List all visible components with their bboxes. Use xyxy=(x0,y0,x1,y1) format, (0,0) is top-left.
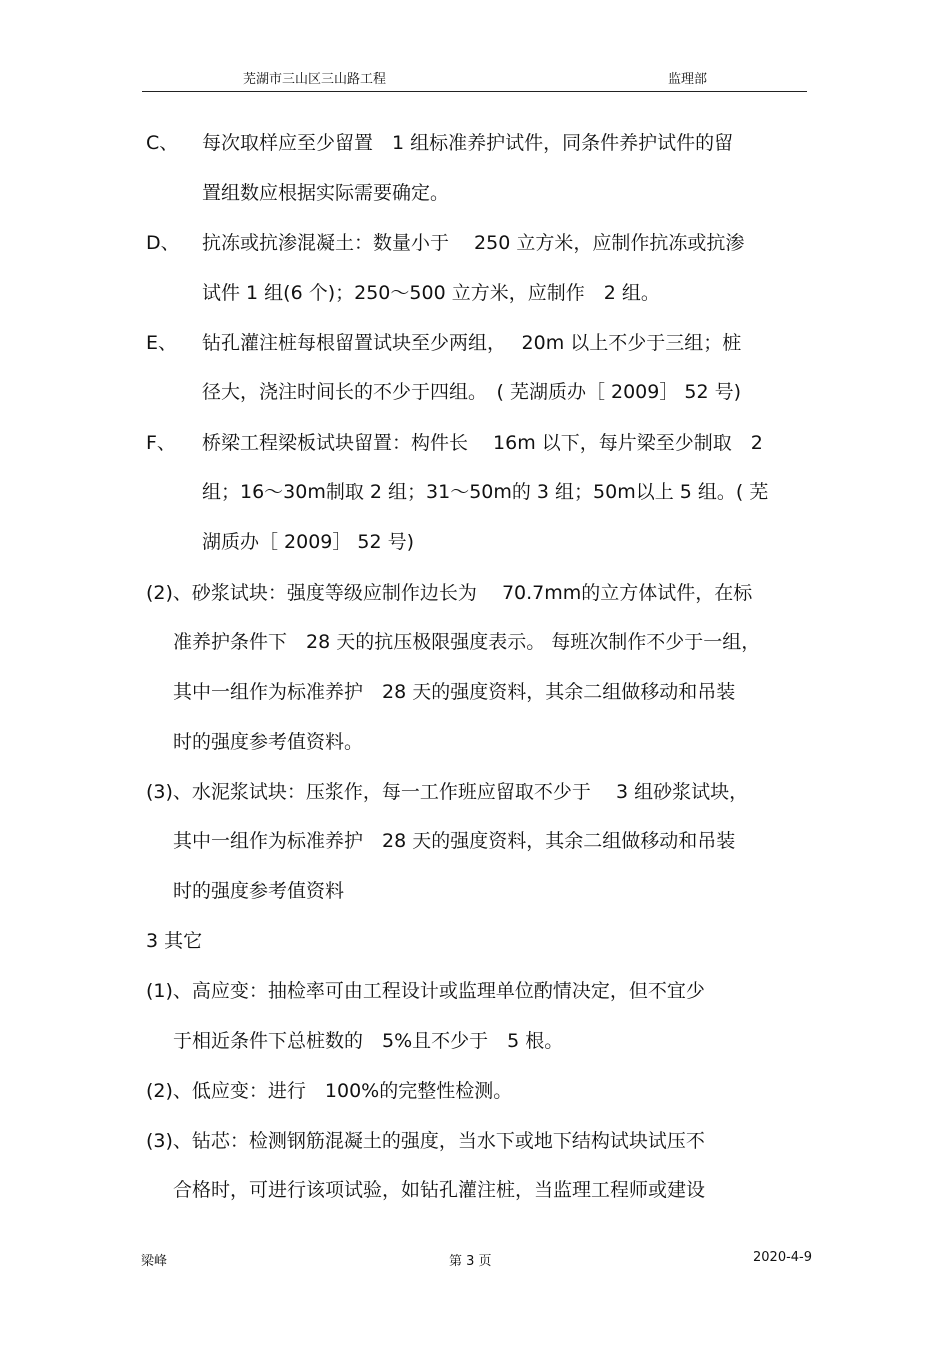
footer-date: 2020-4-9 xyxy=(753,1250,813,1265)
other-3-line-1: (3)、钻芯：检测钢筋混凝土的强度，当水下或地下结构试块试压不 xyxy=(146,1130,705,1152)
other-1-line-2: 于相近条件下总桩数的 5%且不少于 5 根。 xyxy=(173,1030,564,1052)
other-2-line-1: (2)、低应变：进行 100%的完整性检测。 xyxy=(146,1080,513,1102)
item-c-marker: C、 xyxy=(146,132,179,154)
item-f-line-3: 湖质办［ 2009］ 52 号) xyxy=(202,531,415,553)
item-d-line-2: 试件 1 组(6 个)；250～500 立方米，应制作 2 组。 xyxy=(202,282,660,304)
para-2-line-4: 时的强度参考值资料。 xyxy=(173,731,364,753)
item-e-line-1: 钻孔灌注桩每根留置试块至少两组， 20m 以上不少于三组；桩 xyxy=(202,332,742,354)
footer-page-number: 第 3 页 xyxy=(449,1254,492,1269)
item-f-line-2: 组；16～30m制取 2 组；31～50m的 3 组；50m以上 5 组。( 芜 xyxy=(202,481,769,503)
para-2-line-3: 其中一组作为标准养护 28 天的强度资料，其余二组做移动和吊装 xyxy=(173,681,736,703)
item-e-marker: E、 xyxy=(146,332,178,354)
para-3-line-2: 其中一组作为标准养护 28 天的强度资料，其余二组做移动和吊装 xyxy=(173,830,736,852)
header-right: 监理部 xyxy=(668,72,708,87)
header-rule xyxy=(142,91,807,92)
item-d-line-1: 抗冻或抗渗混凝土：数量小于 250 立方米，应制作抗冻或抗渗 xyxy=(202,232,745,254)
other-3-line-2: 合格时，可进行该项试验，如钻孔灌注桩，当监理工程师或建设 xyxy=(173,1179,706,1201)
para-3-line-3: 时的强度参考值资料 xyxy=(173,880,345,902)
header-left: 芜湖市三山区三山路工程 xyxy=(243,72,387,87)
item-c-line-2: 置组数应根据实际需要确定。 xyxy=(202,182,450,204)
item-d-marker: D、 xyxy=(146,232,180,254)
footer-author: 梁峰 xyxy=(141,1254,168,1269)
para-2-line-1: (2)、砂浆试块：强度等级应制作边长为 70.7mm的立方体试件，在标 xyxy=(146,582,753,604)
item-c-line-1: 每次取样应至少留置 1 组标准养护试件，同条件养护试件的留 xyxy=(202,132,734,154)
item-f-line-1: 桥梁工程梁板试块留置：构件长 16m 以下，每片梁至少制取 2 xyxy=(202,432,763,454)
item-f-marker: F、 xyxy=(146,432,176,454)
other-1-line-1: (1)、高应变：抽检率可由工程设计或监理单位酌情决定，但不宜少 xyxy=(146,980,705,1002)
para-2-line-2: 准养护条件下 28 天的抗压极限强度表示。 每班次制作不少于一组， xyxy=(173,631,761,653)
para-3-line-1: (3)、水泥浆试块：压浆作，每一工作班应留取不少于 3 组砂浆试块， xyxy=(146,781,749,803)
item-e-line-2: 径大，浇注时间长的不少于四组。 ( 芜湖质办［ 2009］ 52 号) xyxy=(202,381,742,403)
section-3-heading: 3 其它 xyxy=(146,930,203,952)
